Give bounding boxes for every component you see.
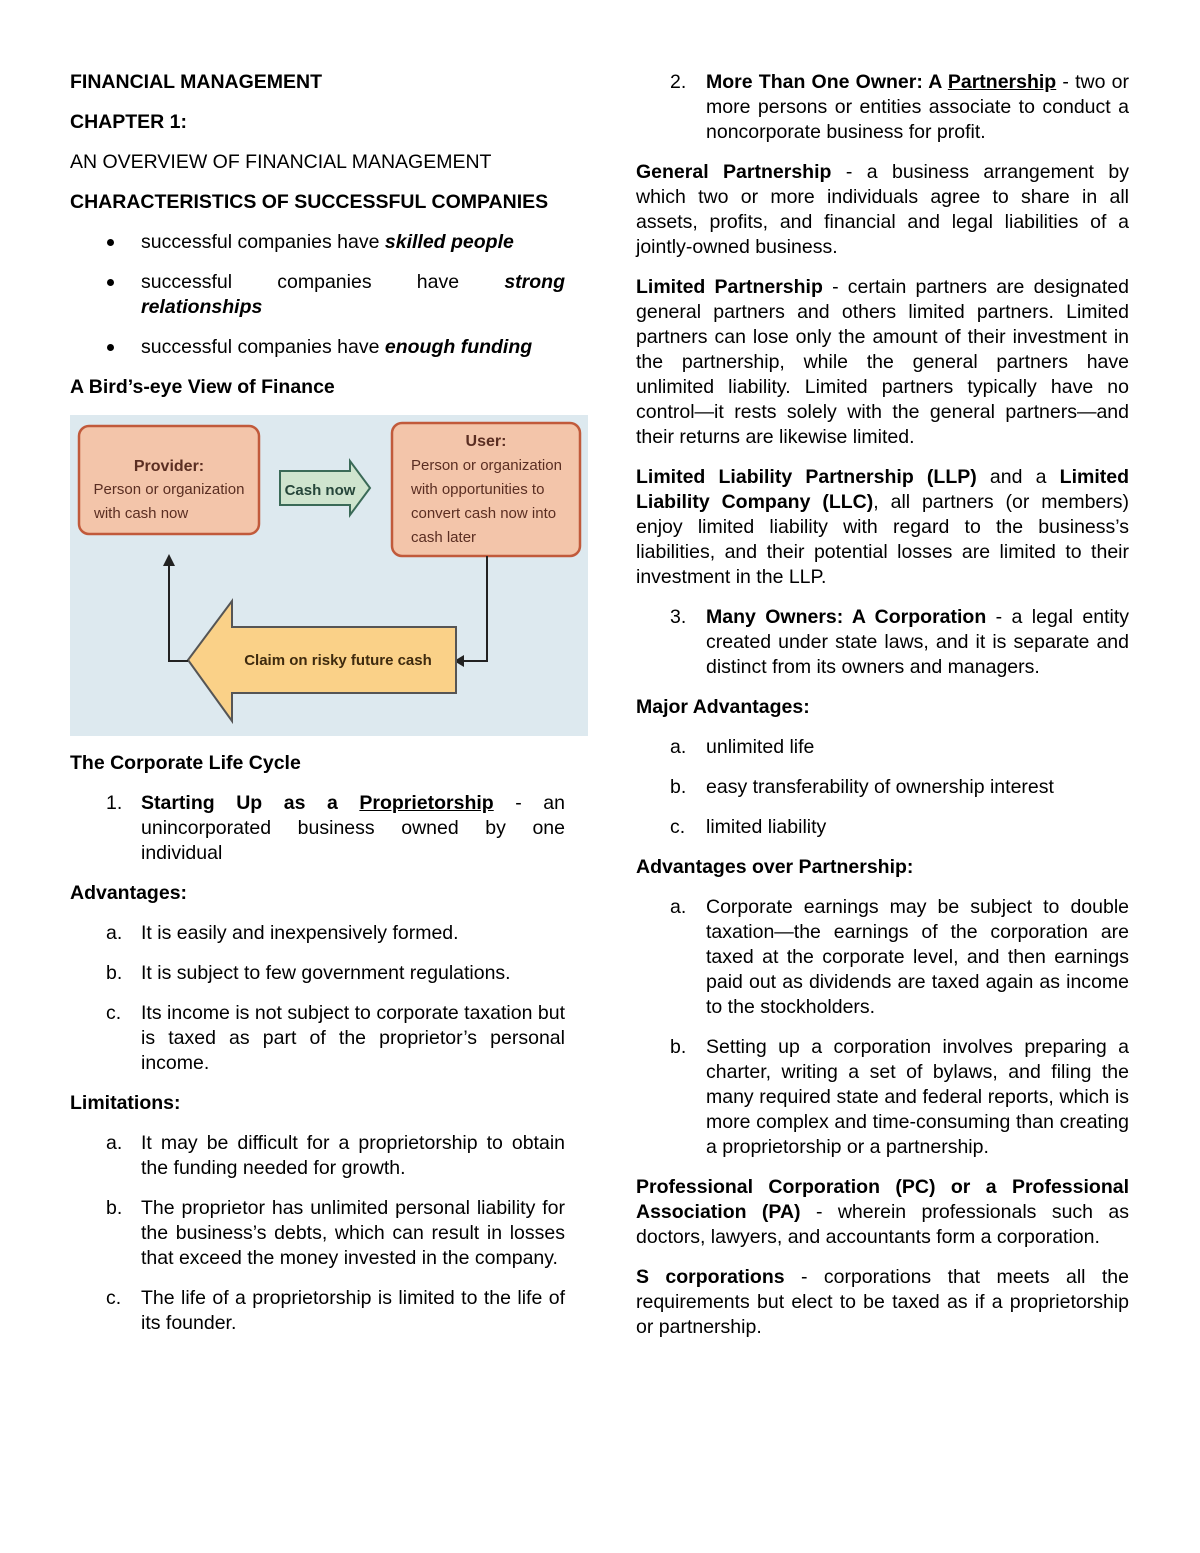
list-item: [70, 230, 565, 255]
lifecycle-list-3: [636, 605, 1129, 680]
list-item: [636, 815, 1129, 840]
definition: , all partners (or members) enjoy limited liability with regard to the business’s liabilities, and their potential losses are limited to their investment in the LLP.: [636, 491, 1130, 588]
user-line-2: with opportunities to: [411, 481, 545, 498]
chapter-title: AN OVERVIEW OF FINANCIAL MANAGEMENT: [70, 151, 492, 173]
list-item: [636, 605, 1129, 680]
list-marker: c.: [106, 1002, 122, 1024]
user-line-4: cash later: [411, 529, 477, 546]
list-marker: c.: [106, 1287, 122, 1309]
list-item: [636, 70, 1129, 145]
list-text: It is subject to few government regulations.: [141, 962, 511, 984]
definition: - wherein professionals such as doctors, lawyers, and accountants form a corporation.: [636, 1201, 1129, 1248]
list-item: [636, 775, 1129, 800]
advantages-heading: Advantages:: [70, 882, 188, 904]
list-item: [636, 1035, 1129, 1160]
user-line-1: Person or organization: [411, 457, 562, 474]
left-column: [70, 70, 565, 1351]
list-item: [70, 921, 565, 946]
advantages-list: [70, 921, 565, 1076]
finance-flow-diagram: [70, 415, 588, 736]
list-text: The proprietor has unlimited personal liability for the business’s debts, which can result in losses that exceed the money invested in the company.: [141, 1197, 565, 1269]
list-marker: a.: [106, 922, 123, 944]
limitations-heading: Limitations:: [70, 1092, 181, 1114]
bullet-emphasis: skilled people: [384, 231, 514, 253]
list-text: It may be difficult for a proprietorship to obtain the funding needed for growth.: [141, 1132, 565, 1179]
list-item: [70, 270, 565, 320]
list-marker: a.: [670, 896, 687, 918]
term: General Partnership: [636, 161, 832, 183]
provider-line-2: with cash now: [94, 505, 189, 522]
list-marker: b.: [106, 962, 123, 984]
list-item: [70, 1001, 565, 1076]
list-marker: c.: [670, 816, 686, 838]
item-term: Partnership: [947, 71, 1057, 93]
lifecycle-list-2: [636, 70, 1129, 145]
bullet-icon: [107, 344, 114, 351]
item-description: - an unincorporated business owned by one individual: [141, 792, 565, 864]
provider-title: Provider:: [133, 458, 205, 475]
user-line-3: convert cash now into: [411, 505, 557, 522]
professional-corporation: [636, 1175, 1129, 1250]
list-item: [636, 895, 1129, 1020]
connector: and a: [976, 466, 1060, 488]
bullet-icon: [107, 239, 114, 246]
item-term: Proprietorship: [359, 792, 494, 814]
definition: - a business arrangement by which two or more individuals agree to share in all assets, profits, and financial and legal liabilities of a jointly-owned business.: [636, 161, 1129, 258]
s-corporations: [636, 1265, 1129, 1340]
major-advantages-list: [636, 735, 1129, 840]
item-description: - two or more persons or entities associate to conduct a noncorporate business for profit.: [706, 71, 1129, 143]
characteristics-heading: [70, 190, 565, 215]
list-text: The life of a proprietorship is limited to the life of its founder.: [141, 1287, 565, 1334]
limitations-list: [70, 1131, 565, 1336]
major-advantages-heading: Major Advantages:: [636, 696, 810, 718]
claim-label: Claim on risky future cash: [244, 652, 432, 669]
definition: - corporations that meets all the requirements but elect to be taxed as if a proprietorship or partnership.: [636, 1266, 1129, 1338]
user-title: User:: [465, 433, 507, 450]
bullet-text: successful companies have: [141, 231, 385, 253]
list-text: Setting up a corporation involves preparing a charter, writing a set of bylaws, and filing the many required state and federal reports, which is more complex and time-consuming than creating a proprietorship or a partnership.: [706, 1036, 1129, 1158]
limited-partnership: [636, 275, 1129, 450]
right-column: [636, 70, 1129, 1355]
bullet-text: successful companies have: [141, 336, 385, 358]
general-partnership: [636, 160, 1129, 260]
list-text: Corporate earnings may be subject to double taxation—the earnings of the corporation are taxed at the corporate level, and then earnings paid out as dividends are taxed again as income to the stockholders.: [706, 896, 1129, 1018]
item-lead: Many Owners: A Corporation: [706, 606, 987, 628]
advantages-over-partnership-heading: Advantages over Partnership:: [636, 856, 914, 878]
list-item: [70, 1196, 565, 1271]
list-marker: 2.: [670, 71, 687, 93]
cash-now-label: Cash now: [284, 482, 356, 499]
list-text: Its income is not subject to corporate taxation but is taxed as part of the proprietor’s personal income.: [141, 1002, 565, 1074]
list-item: [70, 791, 565, 866]
llp-llc: [636, 465, 1129, 590]
list-text: unlimited life: [706, 736, 815, 758]
lifecycle-heading: The Corporate Life Cycle: [70, 752, 301, 774]
characteristics-heading-text: CHARACTERISTICS OF SUCCESSFUL COMPANIES: [70, 191, 549, 213]
bullet-icon: [107, 279, 114, 286]
bullet-text: successful companies have: [141, 271, 505, 293]
term: Professional Corporation (PC) or a Professional Association (PA): [636, 1176, 1129, 1223]
list-marker: 1.: [106, 792, 123, 814]
list-marker: b.: [670, 1036, 687, 1058]
advantages-over-partnership-list: [636, 895, 1129, 1160]
list-item: [70, 1286, 565, 1336]
term: S corporations: [636, 1266, 785, 1288]
provider-line-1: Person or organization: [93, 481, 245, 498]
item-description: - a legal entity created under state laws, and it is separate and distinct from its owners and managers.: [706, 606, 1129, 678]
list-item: [70, 961, 565, 986]
list-text: It is easily and inexpensively formed.: [141, 922, 459, 944]
term: Limited Partnership: [636, 276, 823, 298]
birdseye-heading: A Bird’s-eye View of Finance: [70, 376, 335, 398]
item-lead: More Than One Owner: A: [706, 71, 948, 93]
bullet-emphasis: strong relationships: [141, 271, 565, 318]
list-text: easy transferability of ownership interest: [706, 776, 1054, 798]
definition: - certain partners are designated general partners and others limited partners. Limited partners can lose only the amount of their investment in the partnership, while the general partners have unlimited liability. Limited partners typically have no control—it rests solely with the general partners—and their returns are likewise limited.: [636, 276, 1129, 448]
list-marker: 3.: [670, 606, 687, 628]
list-marker: b.: [670, 776, 687, 798]
item-lead: Starting Up as a: [141, 792, 360, 814]
list-marker: b.: [106, 1197, 123, 1219]
chapter-label: CHAPTER 1:: [70, 111, 188, 133]
list-item: [70, 1131, 565, 1181]
list-marker: a.: [106, 1132, 123, 1154]
characteristics-list: [70, 230, 565, 360]
term: Limited Liability Partnership (LLP): [636, 466, 977, 488]
bullet-emphasis: enough funding: [384, 336, 533, 358]
list-item: [70, 335, 565, 360]
term: Limited Liability Company (LLC): [636, 466, 1129, 513]
document-title: FINANCIAL MANAGEMENT: [70, 71, 323, 93]
list-item: [636, 735, 1129, 760]
list-text: limited liability: [706, 816, 827, 838]
list-marker: a.: [670, 736, 687, 758]
lifecycle-list-1: [70, 791, 565, 866]
